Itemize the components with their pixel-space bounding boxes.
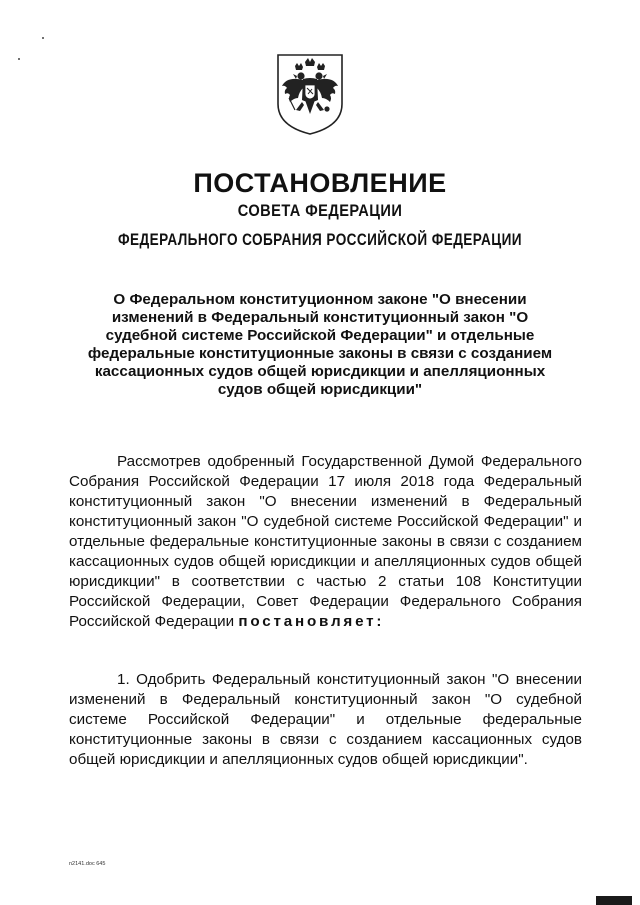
issuer-line-2: ФЕДЕРАЛЬНОГО СОБРАНИЯ РОССИЙСКОЙ ФЕДЕРАЦИИ	[118, 230, 522, 249]
preamble-paragraph	[69, 452, 582, 632]
issuer-line-1: СОВЕТА ФЕДЕРАЦИИ	[237, 201, 403, 220]
double-headed-eagle-emblem-icon	[275, 52, 345, 136]
document-title: ПОСТАНОВЛЕНИЕ	[193, 168, 447, 198]
scan-edge-mark	[596, 896, 632, 905]
scan-speck	[18, 58, 20, 60]
preamble-text: Рассмотрев одобренный Государственной Думой Федерального Собрания Российской Федерации 17 июля 2018 года Федеральный конституционный закон "О внесении изменений в Федеральный конституционный закон "О судебной системе Российской Федерации" и отдельные федеральные конституционные законы в связи с созданием кассационных судов общей юрисдикции и апелляционных судов общей юрисдикции" в соответствии с частью 2 статьи 108 Конституции Российской Федерации, Совет Федерации Федерального Собрания Российской Федерации	[69, 453, 582, 630]
document-file-code: n2141.doc 645	[69, 861, 106, 867]
decree-verb: постановляет:	[238, 613, 385, 630]
scan-speck	[42, 37, 44, 39]
document-subject: О Федеральном конституционном законе "О внесении изменений в Федеральный конституционный закон "О судебной системе Российской Федерации" и отдельные федеральные конституционные законы в связи с созданием кассационных судов общей юрисдикции и апелляционных судов общей юрисдикции"	[87, 291, 553, 398]
operative-paragraph-1: 1. Одобрить Федеральный конституционный закон "О внесении изменений в Федеральный конституционный закон "О судебной системе Российской Федерации" и отдельные федеральные конституционные законы в связи с созданием кассационных судов общей юрисдикции и апелляционных судов общей юрисдикции".	[69, 671, 582, 768]
